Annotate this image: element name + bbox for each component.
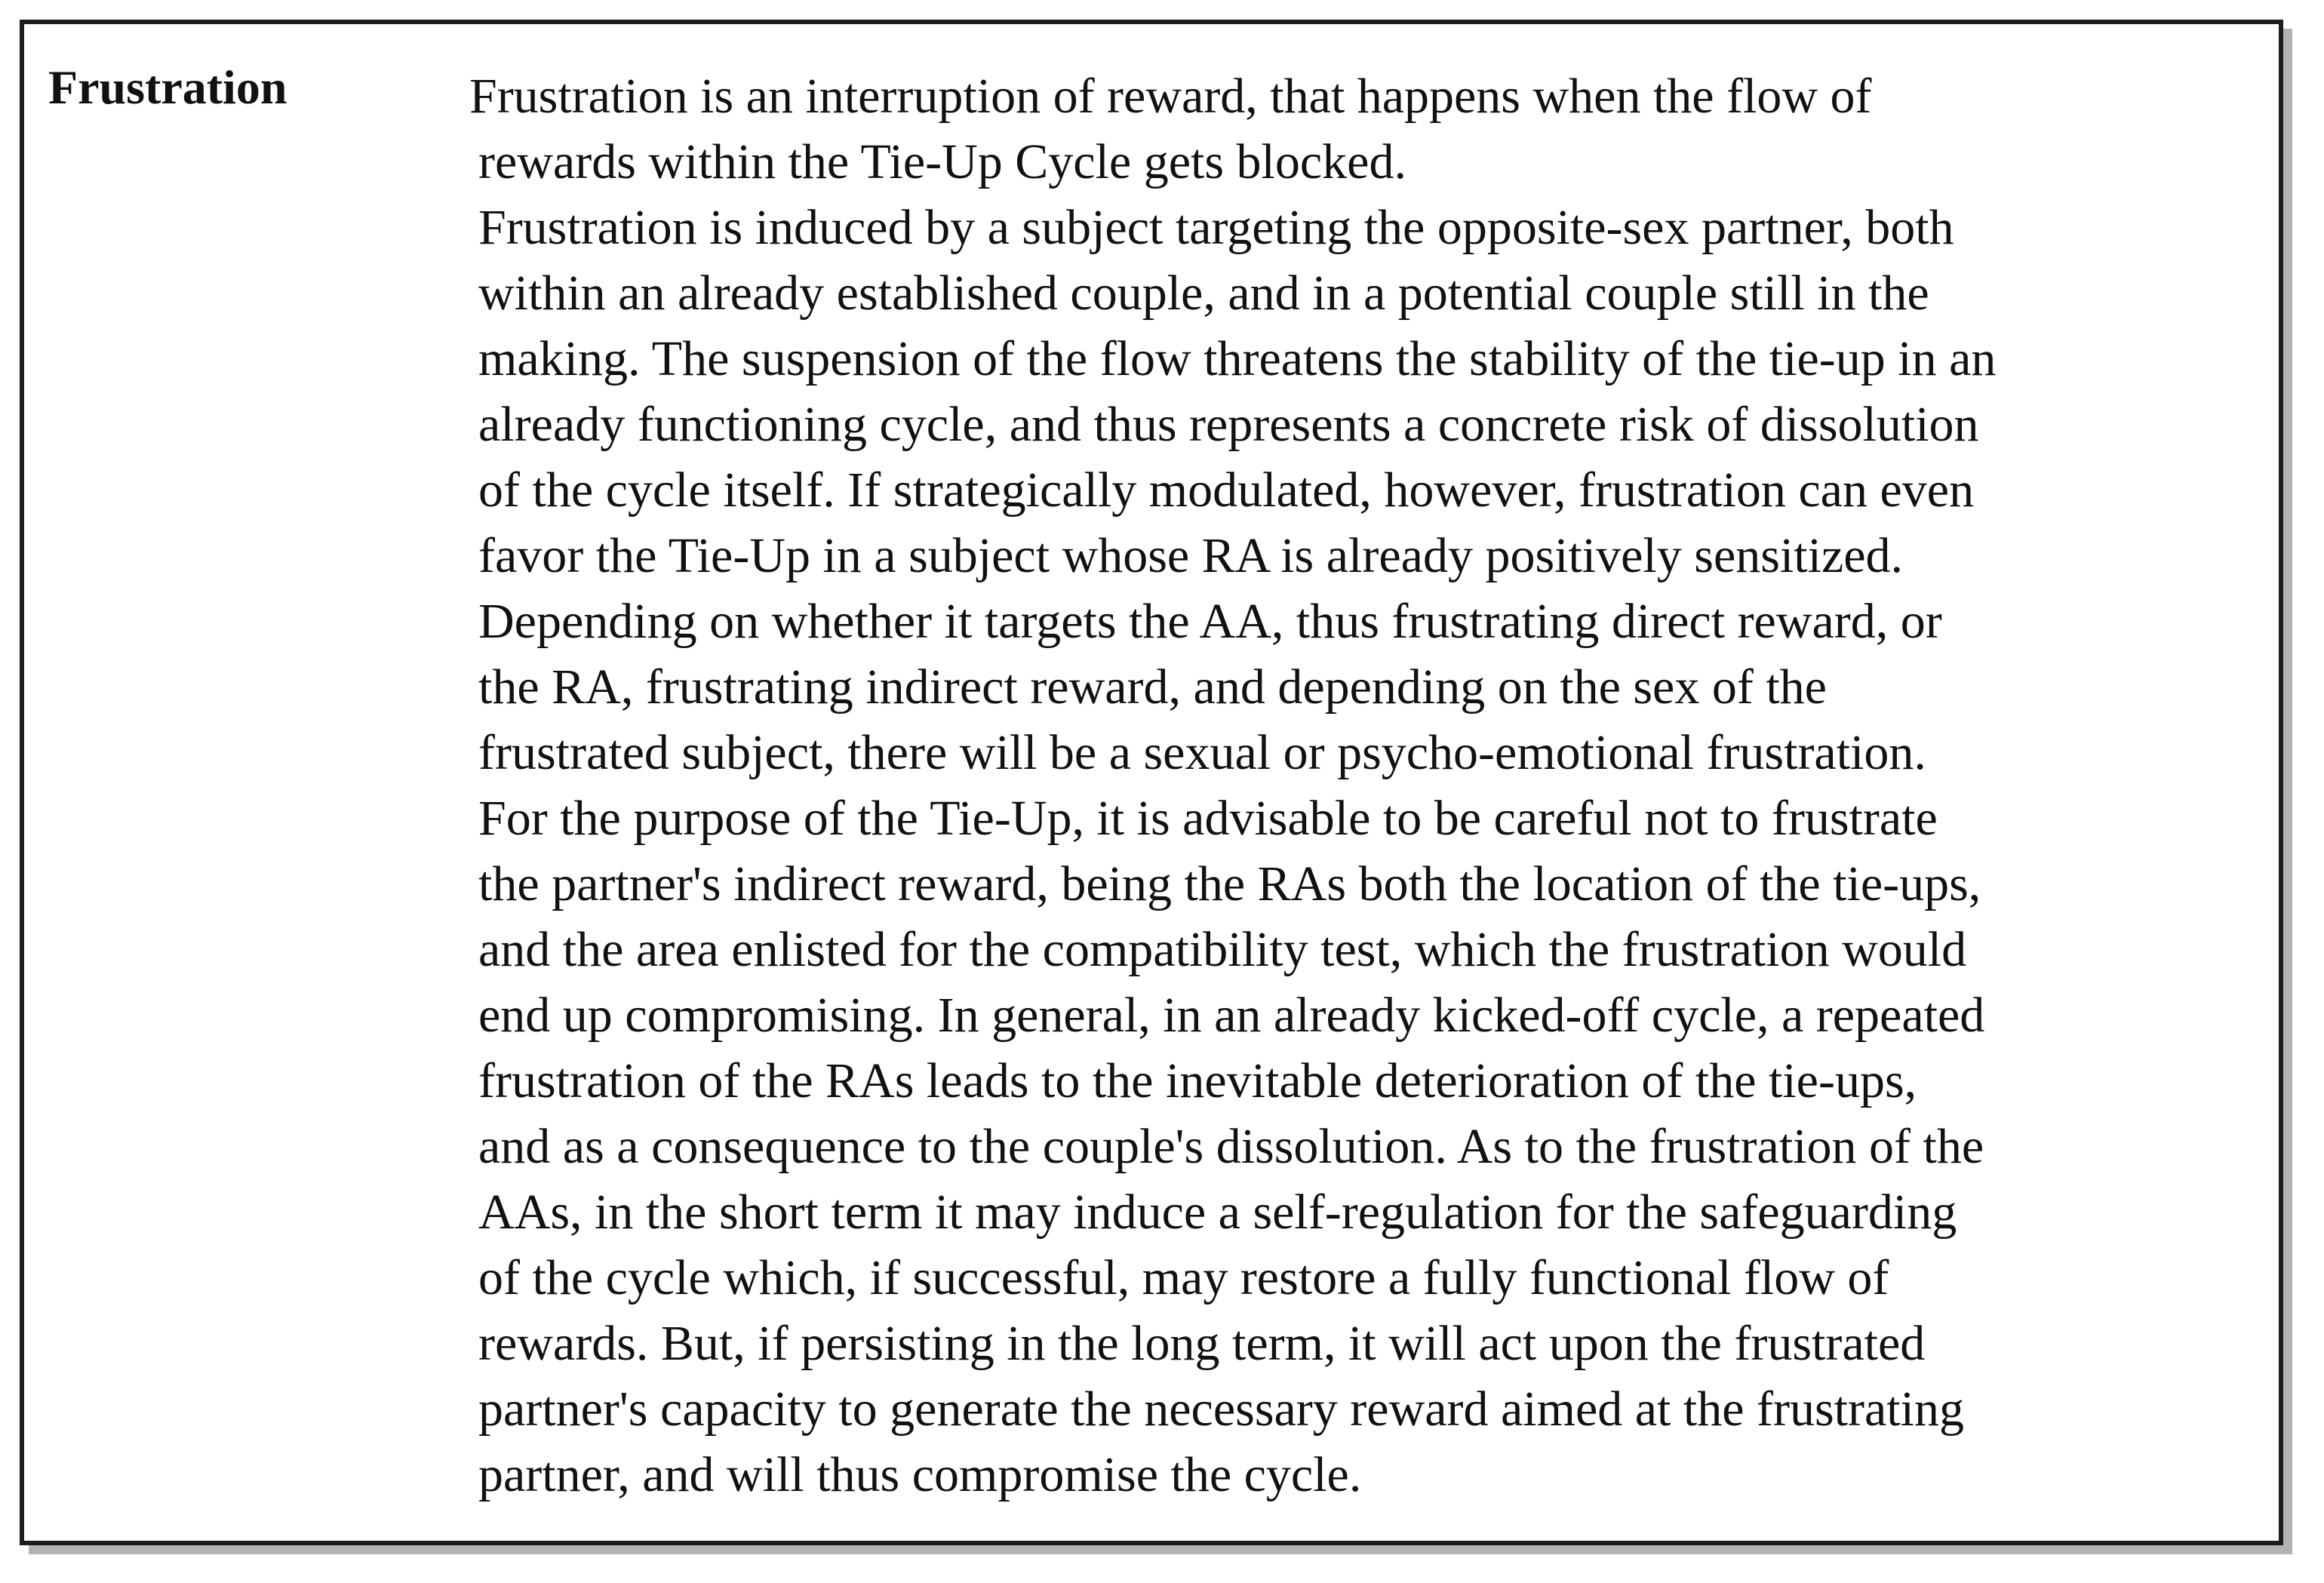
definition-line: Frustration is induced by a subject targeting the opposite-sex partner, both xyxy=(478,200,1954,255)
definition-line: AAs, in the short term it may induce a self-regulation for the safeguarding xyxy=(478,1185,1957,1240)
definition-line: For the purpose of the Tie-Up, it is advisable to be careful not to frustrate xyxy=(478,791,1938,846)
definition-line: and as a consequence to the couple's dissolution. As to the frustration of the xyxy=(478,1119,1984,1174)
term-heading: Frustration xyxy=(48,60,287,114)
definition-box xyxy=(20,20,2283,1545)
definition-line: and the area enlisted for the compatibility test, which the frustration would xyxy=(478,922,1967,977)
definition-line: favor the Tie-Up in a subject whose RA is already positively sensitized. xyxy=(478,528,1904,583)
definition-line: the partner's indirect reward, being the RAs both the location of the tie-ups, xyxy=(478,856,1981,911)
definition-line: Frustration is an interruption of reward, that happens when the flow of xyxy=(469,69,1872,124)
definition-line: within an already established couple, and in a potential couple still in the xyxy=(478,266,1929,321)
definition-line: already functioning cycle, and thus represents a concrete risk of dissolution xyxy=(478,397,1979,452)
definition-line: rewards. But, if persisting in the long term, it will act upon the frustrated xyxy=(478,1316,1926,1371)
definition-line: of the cycle which, if successful, may restore a fully functional flow of xyxy=(478,1250,1889,1305)
definition-line: end up compromising. In general, in an already kicked-off cycle, a repeated xyxy=(478,988,1985,1043)
definition-line: frustration of the RAs leads to the inevitable deterioration of the tie-ups, xyxy=(478,1053,1917,1108)
definition-line: frustrated subject, there will be a sexual or psycho-emotional frustration. xyxy=(478,725,1926,780)
definition-line: partner, and will thus compromise the cycle. xyxy=(478,1447,1362,1502)
definition-line: making. The suspension of the flow threatens the stability of the tie-up in an xyxy=(478,331,1997,386)
definition-line: partner's capacity to generate the necessary reward aimed at the frustrating xyxy=(478,1382,1964,1437)
definition-line: rewards within the Tie-Up Cycle gets blocked. xyxy=(478,134,1406,189)
definition-line: of the cycle itself. If strategically modulated, however, frustration can even xyxy=(478,463,1975,518)
definition-line: the RA, frustrating indirect reward, and depending on the sex of the xyxy=(478,659,1827,715)
definition-line: Depending on whether it targets the AA, thus frustrating direct reward, or xyxy=(478,594,1942,649)
definition-text xyxy=(469,63,2273,1508)
